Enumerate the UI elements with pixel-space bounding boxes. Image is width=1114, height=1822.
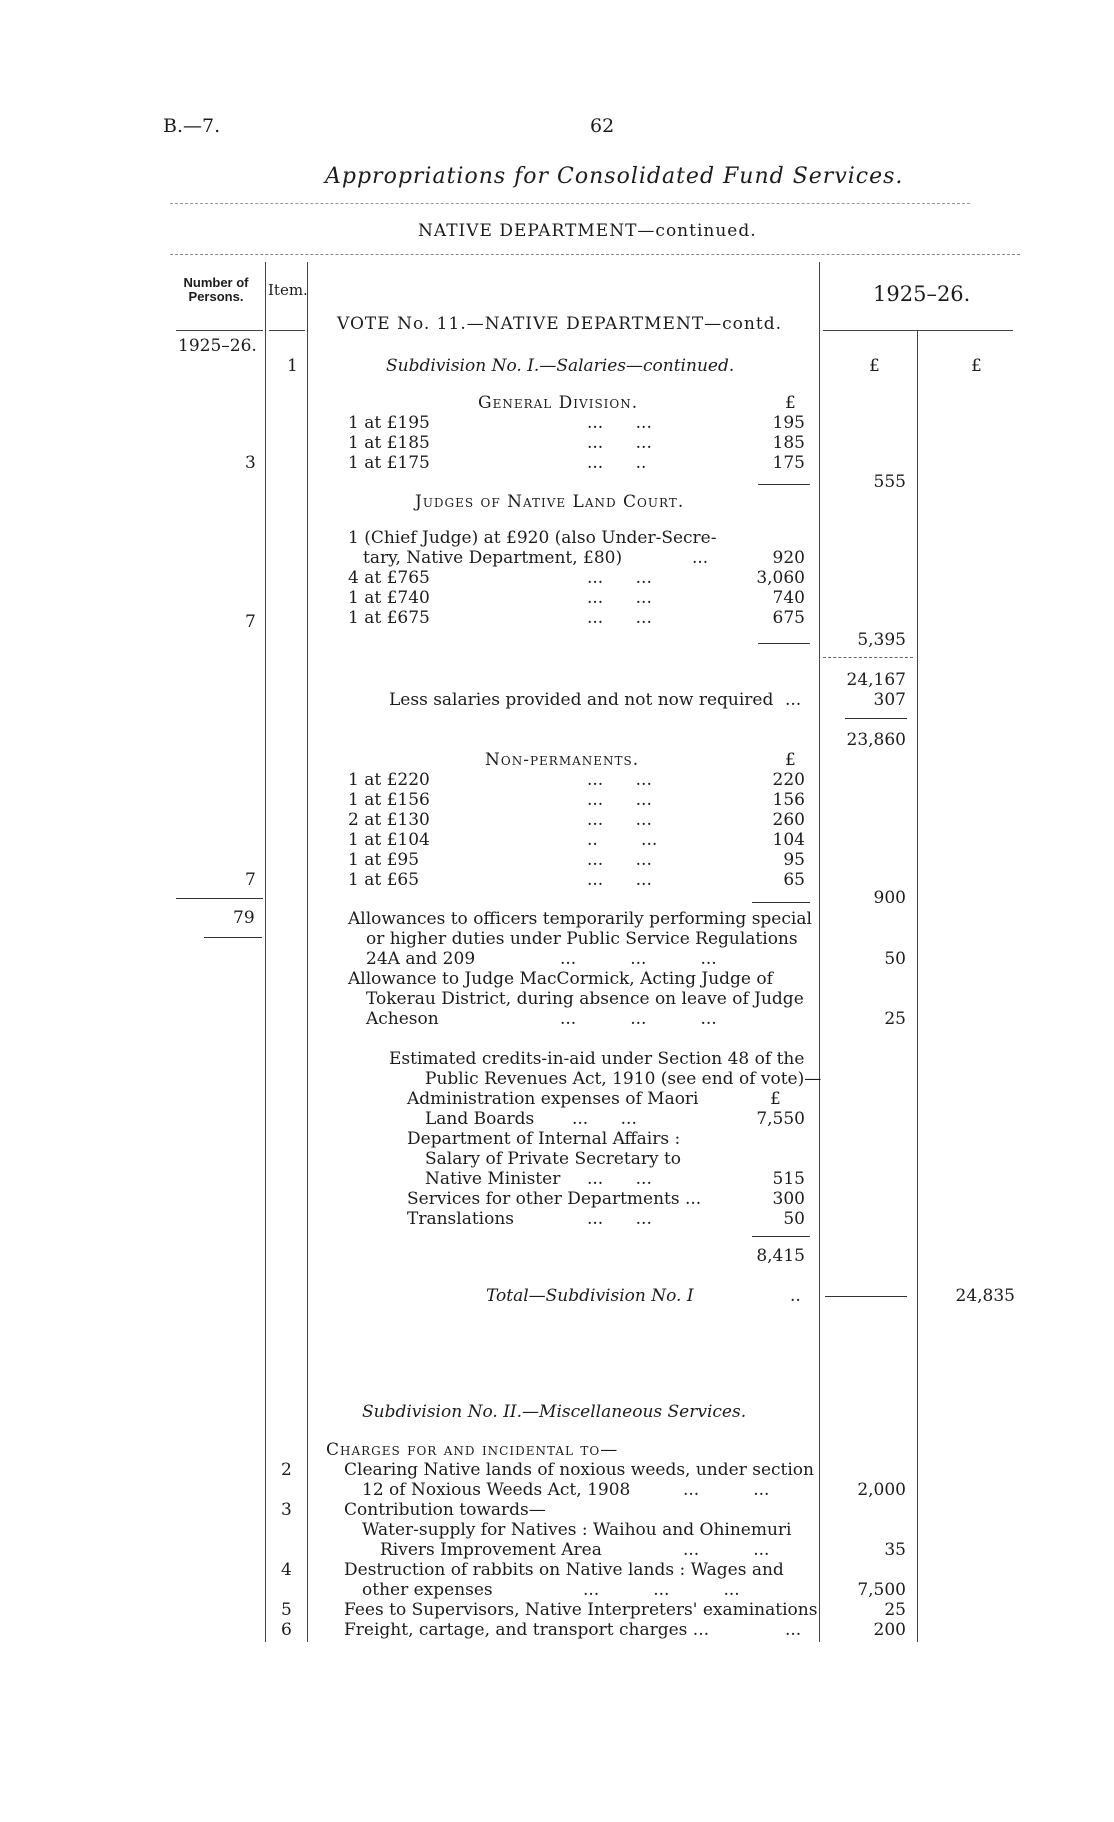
general-row-value: 195 [772, 413, 805, 433]
allowance-line: Tokerau District, during absence on leave of Judge [366, 989, 804, 1009]
sub2-item-line: Destruction of rabbits on Native lands : Wages and [344, 1560, 784, 1580]
sub2-item-line: Rivers Improvement Area [380, 1540, 602, 1560]
general-row-label: 1 at £175 [348, 453, 430, 473]
credits-value: 50 [783, 1209, 805, 1229]
judges-row-label: 1 at £675 [348, 608, 430, 628]
sub1-total-dots: .. [790, 1286, 801, 1306]
allowance-line: or higher duties under Public Service Regulations [366, 929, 798, 949]
sub2-item-value: 25 [884, 1600, 906, 1620]
sub2-item-dots: ... ... [683, 1540, 770, 1560]
judges-heading: Judges of Native Land Court. [415, 492, 685, 512]
nonpermanents-pound-sign: £ [785, 750, 796, 770]
sub2-item-line: Water-supply for Natives : Waihou and Ohinemuri [362, 1520, 792, 1540]
credits-line: Administration expenses of Maori [407, 1089, 699, 1109]
judges-row-label: 1 at £740 [348, 588, 430, 608]
nonpermanents-heading: Non-permanents. [485, 750, 640, 770]
credits-line: Department of Internal Affairs : [407, 1129, 681, 1149]
nonperm-subtotal: 900 [873, 888, 906, 908]
sub1-item-number: 1 [287, 356, 298, 376]
sub2-item-value: 35 [884, 1540, 906, 1560]
sub2-item-dots: ... ... ... [583, 1580, 740, 1600]
sub2-item-number: 6 [281, 1620, 292, 1640]
pound-sign-amount: £ [869, 356, 880, 376]
nonperm-row-label: 1 at £220 [348, 770, 430, 790]
nonperm-row-dots: ... ... [587, 870, 652, 890]
page-title: Appropriations for Consolidated Fund Services. [325, 164, 904, 189]
general-row-dots: ... ... [587, 433, 652, 453]
general-row-value: 175 [772, 453, 805, 473]
sub2-item-number: 4 [281, 1560, 292, 1580]
judges-persons: 7 [245, 612, 256, 632]
credits-line: Land Boards [425, 1109, 535, 1129]
sub2-item-value: 200 [873, 1620, 906, 1640]
year-column-header: 1925–26. [873, 282, 971, 306]
nonperm-row-dots: ... ... [587, 810, 652, 830]
judges-row-value: 740 [772, 588, 805, 608]
sub1-title: Subdivision No. I.—Salaries—continued. [386, 356, 735, 376]
credits-dots: ... ... [587, 1209, 652, 1229]
persons-column-divider [265, 262, 266, 1642]
pound-sign-total: £ [971, 356, 982, 376]
department-heading: NATIVE DEPARTMENT—continued. [418, 221, 757, 241]
nonperm-persons: 7 [245, 870, 256, 890]
credits-total: 8,415 [756, 1246, 805, 1266]
nonperm-row-dots: ... ... [587, 770, 652, 790]
general-division-heading: General Division. [478, 393, 639, 413]
allowance-dots: ... ... ... [560, 949, 717, 969]
nonperm-row-label: 1 at £104 [348, 830, 430, 850]
less-salaries-label: Less salaries provided and not now required [389, 690, 774, 710]
judges-line: 1 (Chief Judge) at £920 (also Under-Secre- [348, 528, 717, 548]
allowance-line: Allowance to Judge MacCormick, Acting Judge of [348, 969, 773, 989]
credits-line: Salary of Private Secretary to [425, 1149, 682, 1169]
credits-pound-sign: £ [770, 1089, 781, 1109]
general-pound-sign: £ [785, 393, 796, 413]
sub2-item-line: other expenses [362, 1580, 493, 1600]
less-salaries-value: 307 [873, 690, 906, 710]
allowance-value: 50 [884, 949, 906, 969]
judges-row-value: 3,060 [756, 568, 805, 588]
charges-heading: Charges for and incidental to— [326, 1440, 619, 1460]
nonperm-row-dots: .. ... [587, 830, 658, 850]
judges-row-value: 675 [772, 608, 805, 628]
total-column-divider [917, 330, 918, 1642]
credits-dots: ... ... [572, 1109, 637, 1129]
total-persons: 79 [233, 908, 255, 928]
allowance-line: Acheson [366, 1009, 439, 1029]
nonperm-row-value: 95 [783, 850, 805, 870]
nonperm-row-label: 1 at £65 [348, 870, 420, 890]
allowance-line: 24A and 209 [366, 949, 476, 969]
amount-column-divider [819, 262, 820, 1642]
item-column-header: Item. [268, 281, 308, 299]
sub2-item-dots: ... ... [683, 1480, 770, 1500]
sub2-item-value: 7,500 [857, 1580, 906, 1600]
judges-row-dots: ... ... [587, 568, 652, 588]
nonperm-row-label: 1 at £156 [348, 790, 430, 810]
sub1-total-label: Total—Subdivision No. I [486, 1286, 694, 1306]
allowance-dots: ... ... ... [560, 1009, 717, 1029]
judges-row-value: 920 [772, 548, 805, 568]
sub2-item-line: 12 of Noxious Weeds Act, 1908 [362, 1480, 631, 1500]
credits-dots: ... ... [587, 1169, 652, 1189]
sub2-item-line: Clearing Native lands of noxious weeds, under section [344, 1460, 814, 1480]
nonperm-row-value: 220 [772, 770, 805, 790]
credits-line: Translations [407, 1209, 515, 1229]
persons-column-header: Number of Persons. [183, 275, 249, 304]
credits-line: Public Revenues Act, 1910 (see end of vote)— [425, 1069, 822, 1089]
credits-line: Estimated credits-in-aid under Section 48 of the [389, 1049, 805, 1069]
credits-line: Native Minister [425, 1169, 561, 1189]
vote-title: VOTE No. 11.—NATIVE DEPARTMENT—contd. [337, 314, 782, 334]
page-number: 62 [590, 115, 615, 137]
judges-row-label: 4 at £765 [348, 568, 430, 588]
sub2-item-number: 3 [281, 1500, 292, 1520]
item-column-divider [307, 262, 308, 1642]
nonperm-row-dots: ... ... [587, 790, 652, 810]
sub2-item-line: Freight, cartage, and transport charges ... [344, 1620, 710, 1640]
nonperm-row-value: 260 [772, 810, 805, 830]
sub1-total-value: 24,835 [955, 1286, 1015, 1306]
credits-value: 515 [772, 1169, 805, 1189]
sub2-item-line: Fees to Supervisors, Native Interpreters' examinations [344, 1600, 818, 1620]
general-persons: 3 [245, 453, 256, 473]
general-row-dots: ... ... [587, 413, 652, 433]
judges-dots: ... [692, 548, 709, 568]
nonperm-row-value: 104 [772, 830, 805, 850]
net-salaries-value: 23,860 [846, 730, 906, 750]
sub2-title: Subdivision No. II.—Miscellaneous Services. [362, 1402, 747, 1422]
judges-row-dots: ... ... [587, 608, 652, 628]
sub2-item-dots: ... [785, 1620, 802, 1640]
sub2-item-value: 2,000 [857, 1480, 906, 1500]
persons-year-label: 1925–26. [178, 336, 257, 356]
less-salaries-dots: ... [785, 690, 802, 710]
sub2-item-line: Contribution towards— [344, 1500, 546, 1520]
nonperm-row-dots: ... ... [587, 850, 652, 870]
general-subtotal: 555 [873, 472, 906, 492]
sub2-item-number: 5 [281, 1600, 292, 1620]
sub2-item-number: 2 [281, 1460, 292, 1480]
credits-value: 7,550 [756, 1109, 805, 1129]
credits-line: Services for other Departments ... [407, 1189, 702, 1209]
general-row-dots: ... .. [587, 453, 647, 473]
nonperm-row-label: 1 at £95 [348, 850, 420, 870]
allowance-line: Allowances to officers temporarily performing special [348, 909, 812, 929]
judges-line: tary, Native Department, £80) [363, 548, 623, 568]
nonperm-row-label: 2 at £130 [348, 810, 430, 830]
judges-row-dots: ... ... [587, 588, 652, 608]
nonperm-row-value: 65 [783, 870, 805, 890]
document-reference: B.—7. [163, 115, 221, 137]
credits-value: 300 [772, 1189, 805, 1209]
general-row-value: 185 [772, 433, 805, 453]
allowance-value: 25 [884, 1009, 906, 1029]
judges-subtotal: 5,395 [857, 630, 906, 650]
salaries-carried-total: 24,167 [846, 670, 906, 690]
general-row-label: 1 at £195 [348, 413, 430, 433]
nonperm-row-value: 156 [772, 790, 805, 810]
general-row-label: 1 at £185 [348, 433, 430, 453]
